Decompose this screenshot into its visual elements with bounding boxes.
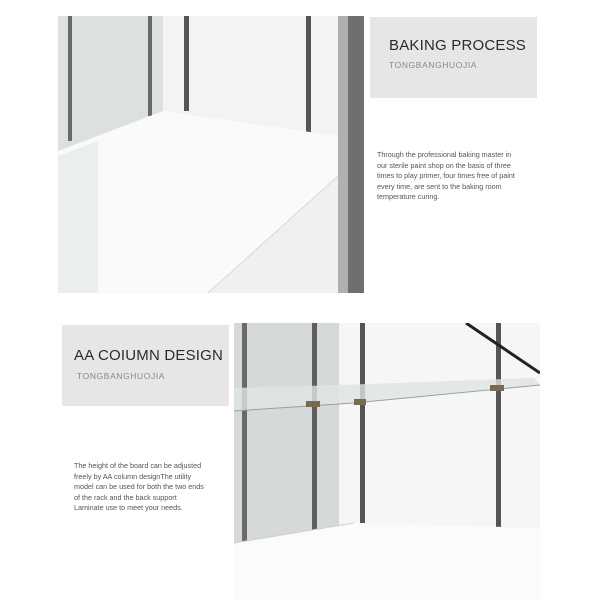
description-line: model can be used for both the two ends [74, 482, 204, 492]
section-subtitle: TONGBANGHUOJIA [389, 60, 478, 70]
description-line: our sterile paint shop on the basis of three [377, 160, 511, 170]
aa-column-design-title-panel [62, 325, 229, 406]
section-title: BAKING PROCESS [389, 37, 527, 54]
description-line: The height of the board can be adjusted [74, 461, 202, 470]
description-line: times to play primer, four times free of paint [377, 171, 515, 181]
baking-process-photo [58, 16, 364, 293]
section-title: AA COIUMN DESIGN [74, 347, 224, 364]
description-line: Through the professional baking master in [377, 150, 512, 159]
baking-process-description [377, 150, 515, 203]
description-line: Laminate use to meet your needs. [74, 503, 183, 513]
baking-process-title-panel [370, 17, 537, 98]
description-line: temperature curing. [377, 192, 440, 202]
aa-column-design-photo [234, 323, 540, 600]
description-line: of the rack and the back support [74, 492, 177, 502]
display-cabinet-corner-image [58, 16, 364, 293]
description-line: every time, are sent to the baking room [377, 181, 502, 191]
aa-column-design-description [74, 461, 204, 514]
description-line: freely by AA column designThe utility [74, 471, 192, 481]
section-subtitle: TONGBANGHUOJIA [77, 371, 166, 381]
glass-shelf-column-image [234, 323, 540, 600]
